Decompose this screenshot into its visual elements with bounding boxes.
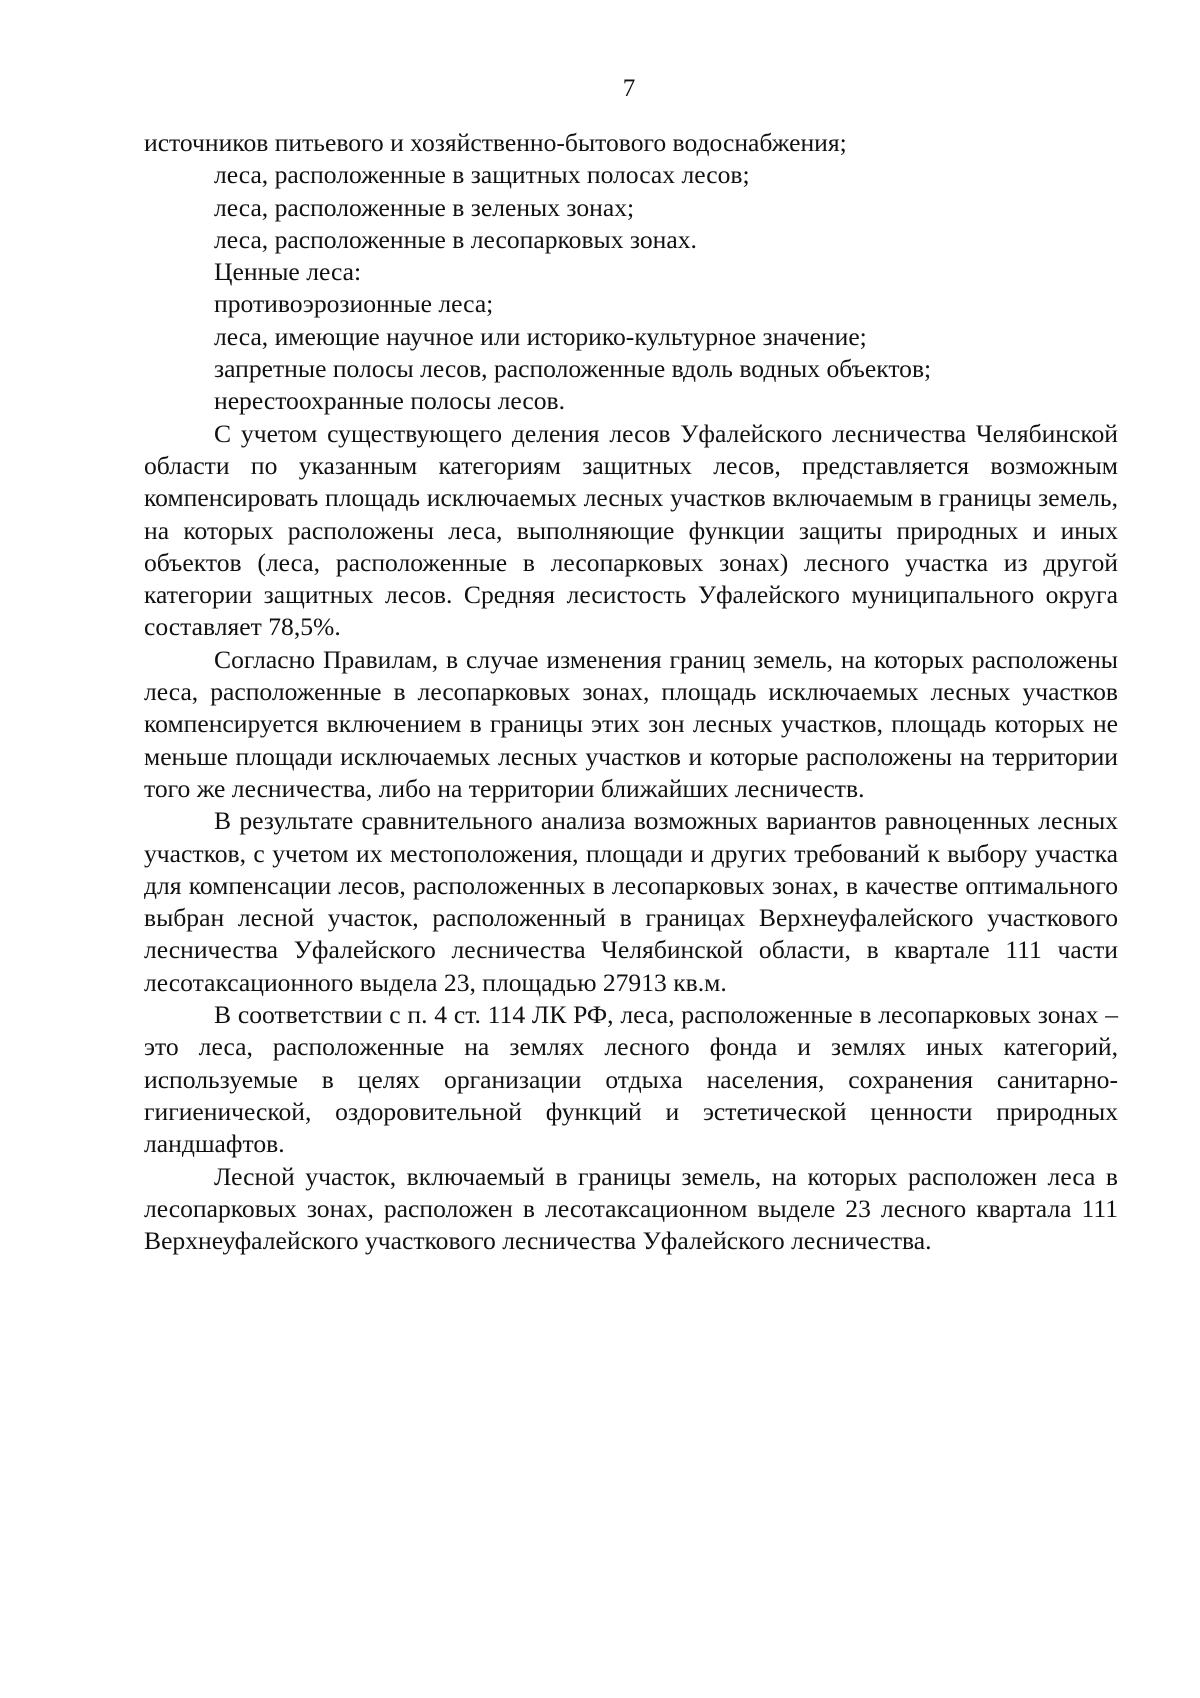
list-item: нерестоохранные полосы лесов. [214, 386, 566, 416]
paragraph-forest-code: В соответствии с п. 4 ст. 114 ЛК РФ, леса, расположенные в лесопарковых зонах – это леса, расположенные на землях лесного фонда и землях иных категорий, используемые в целях организации отдыха населения, сохранения санитарно-гигиенической, оздоровительной функций и эстетической ценности природных ландшафтов. [144, 1000, 1118, 1159]
paragraph-compensation: С учетом существующего деления лесов Уфалейского лесничества Челябинской области по указанным категориям защитных лесов, представляется возможным компенсировать площадь исключаемых лесных участков включаемым в границы земель, на которых расположены леса, выполняющие функции защиты природных и иных объектов (леса, расположенные в лесопарковых зонах) лесного участка из другой категории защитных лесов. Средняя лесистость Уфалейского муниципального округа составляет 78,5%. [144, 418, 1118, 642]
list-item: леса, расположенные в зеленых зонах; [214, 192, 635, 222]
document-body [144, 127, 1118, 1257]
paragraph-rules: Согласно Правилам, в случае изменения границ земель, на которых расположены леса, расположенные в лесопарковых зонах, площадь исключаемых лесных участков компенсируется включением в границы этих зон лесных участков, площадь которых не меньше площади исключаемых лесных участков и которые расположены на территории того же лесничества, либо на территории ближайших лесничеств. [144, 644, 1118, 803]
list-item: запретные полосы лесов, расположенные вдоль водных объектов; [214, 354, 932, 384]
list-item: леса, имеющие научное или историко-культурное значение; [214, 321, 867, 351]
list-item: леса, расположенные в лесопарковых зонах. [214, 224, 697, 254]
paragraph-location: Лесной участок, включаемый в границы земель, на которых расположен леса в лесопарковых зонах, расположен в лесотаксационном выделе 23 лесного квартала 111 Верхнеуфалейского участкового лесничества Уфалейского лесничества. [144, 1161, 1118, 1256]
page-number: 7 [622, 75, 636, 102]
paragraph-analysis: В результате сравнительного анализа возможных вариантов равноценных лесных участков, с учетом их местоположения, площади и других требований к выбору участка для компенсации лесов, расположенных в лесопарковых зонах, в качестве оптимального выбран лесной участок, расположенный в границах Верхнеуфалейского участкового лесничества Уфалейского лесничества Челябинской области, в квартале 111 части лесотаксационного выдела 23, площадью 27913 кв.м. [144, 806, 1118, 997]
list-item: противоэрозионные леса; [214, 289, 494, 319]
continuation-line: источников питьевого и хозяйственно-бытового водоснабжения; [144, 128, 847, 157]
list-item: леса, расположенные в защитных полосах лесов; [214, 160, 750, 190]
section-heading: Ценные леса: [214, 257, 362, 287]
